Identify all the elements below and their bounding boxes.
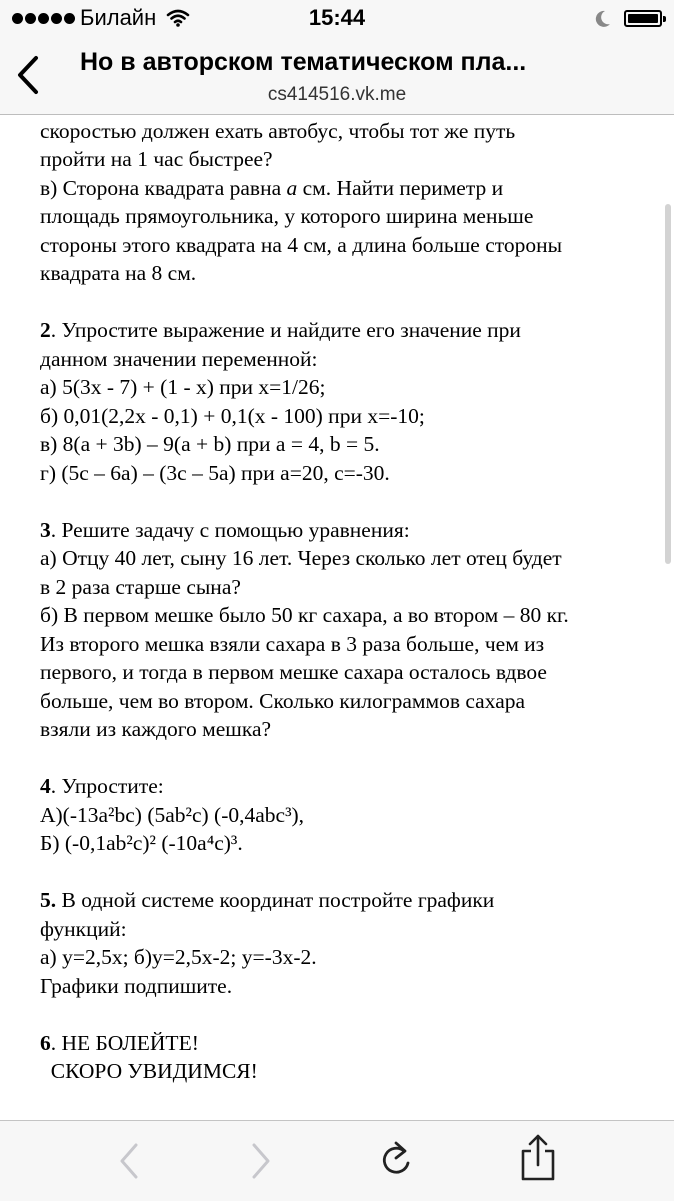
back-arrow-icon[interactable] — [112, 1139, 146, 1183]
text-segment: см. Найти периметр и — [297, 175, 504, 200]
page-url: cs414516.vk.me — [267, 84, 407, 105]
text-segment: СКОРО УВИДИМСЯ! — [50, 1059, 258, 1083]
text-line: г) (5c – 6a) – (3c – 5a) при a=20, c=-30. — [40, 460, 390, 485]
question-number: 4 — [40, 774, 51, 798]
status-time: 15:44 — [308, 5, 366, 30]
share-icon[interactable] — [518, 1133, 558, 1183]
navigation-bar — [0, 38, 674, 115]
question-6-title — [40, 1029, 575, 1058]
question-number: 3 — [40, 517, 51, 542]
carrier-name: Билайн — [80, 5, 157, 30]
question-3-title — [40, 516, 575, 545]
text-line — [40, 1057, 575, 1086]
question-5-title — [40, 886, 575, 915]
text-line: в) 8(a + 3b) – 9(a + b) при a = 4, b = 5. — [40, 432, 380, 456]
text-line: Из второго мешка взяли сахара в 3 раза больше, чем из — [40, 631, 545, 656]
text-line: б) 0,01(2,2x - 0,1) + 0,1(x - 100) при x=-10; — [40, 403, 425, 428]
text-line: функций: — [40, 916, 127, 941]
text-segment: . Упростите выражение и найдите его значение при — [50, 318, 521, 342]
text-line: Графики подпишите. — [40, 973, 233, 998]
text-segment: . НЕ БОЛЕЙТЕ! — [50, 1030, 199, 1055]
text-segment: . Упростите: — [50, 774, 164, 798]
document-image-view[interactable] — [0, 114, 674, 1120]
text-segment: . Решите задачу с помощью уравнения: — [50, 517, 410, 542]
page-title: Но в авторском тематическом пла... — [80, 48, 527, 76]
text-line: квадрата на 8 см. — [40, 261, 197, 285]
battery-icon — [624, 10, 662, 27]
text-line: первого, и тогда в первом мешке сахара осталось вдвое — [40, 660, 547, 684]
text-line: скоростью должен ехать автобус, чтобы тот же путь — [40, 118, 516, 143]
text-line: а) 5(3x - 7) + (1 - x) при x=1/26; — [40, 375, 326, 399]
text-line — [40, 174, 575, 203]
question-number: 6 — [40, 1030, 51, 1055]
text-segment: В одной системе координат постройте графики — [56, 888, 495, 912]
text-line: пройти на 1 час быстрее? — [40, 147, 273, 171]
question-number: 2 — [40, 318, 51, 342]
text-line: данном значении переменной: — [40, 346, 318, 371]
text-line: больше, чем во втором. Сколько килограммов сахара — [40, 688, 526, 713]
text-line: площадь прямоугольника, у которого ширина меньше — [40, 204, 534, 228]
question-2-title — [40, 316, 575, 345]
question-4-title — [40, 772, 575, 801]
text-line: А)(-13a²bc) (5ab²c) (-0,4abc³), — [40, 802, 305, 827]
text-line: Б) (-0,1ab²c)² (-10a⁴c)³. — [40, 831, 243, 855]
moon-icon — [592, 9, 612, 29]
document-text — [40, 114, 575, 1086]
text-line: а) у=2,5х; б)у=2,5х-2; у=-3х-2. — [40, 945, 317, 969]
text-line: а) Отцу 40 лет, сыну 16 лет. Через сколько лет отец будет — [40, 546, 562, 570]
text-line: стороны этого квадрата на 4 см, а длина больше стороны — [40, 232, 563, 257]
browser-toolbar — [0, 1120, 674, 1201]
status-bar — [0, 0, 674, 38]
variable: a — [286, 175, 298, 200]
text-line: взяли из каждого мешка? — [40, 717, 272, 741]
forward-arrow-icon[interactable] — [244, 1139, 278, 1183]
question-number: 5. — [40, 888, 57, 912]
text-segment: в) Сторона квадрата равна — [40, 175, 287, 200]
scrollbar[interactable] — [665, 204, 671, 564]
reload-icon[interactable] — [376, 1139, 416, 1183]
text-line: б) В первом мешке было 50 кг сахара, а во втором – 80 кг. — [40, 603, 569, 627]
text-line: в 2 раза старше сына? — [40, 574, 241, 599]
